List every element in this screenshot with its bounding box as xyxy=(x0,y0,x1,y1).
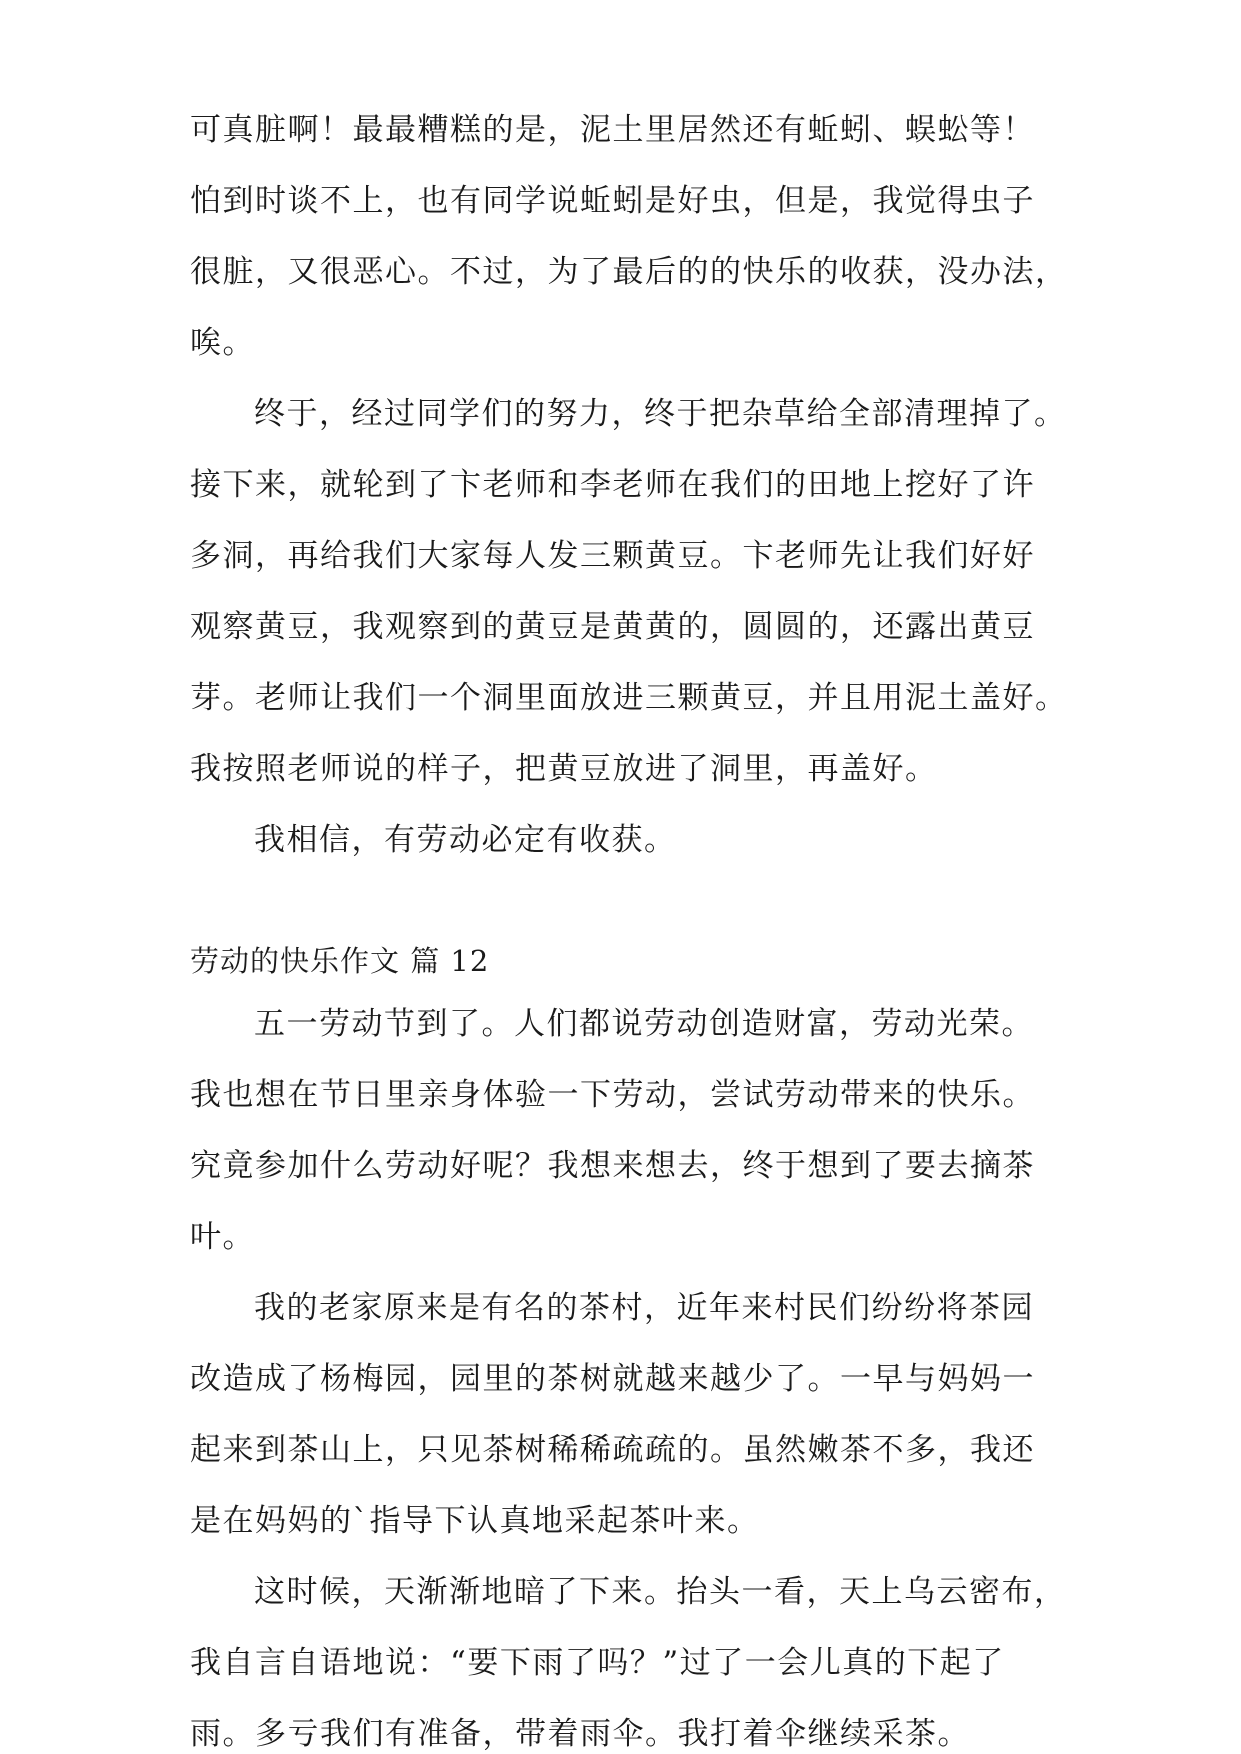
text-line: 接下来，就轮到了卞老师和李老师在我们的田地上挖好了许 xyxy=(190,467,1035,503)
section-heading: 劳动的快乐作文 篇 12 xyxy=(190,944,490,978)
text-line: 我按照老师说的样子，把黄豆放进了洞里，再盖好。 xyxy=(190,751,938,787)
text-line: 芽。老师让我们一个洞里面放进三颗黄豆，并且用泥土盖好。 xyxy=(190,680,1068,716)
text-line: 我也想在节日里亲身体验一下劳动，尝试劳动带来的快乐。 xyxy=(190,1077,1035,1113)
text-line: 终于，经过同学们的努力，终于把杂草给全部清理掉了。 xyxy=(254,396,1067,432)
text-line: 是在妈妈的`指导下认真地采起茶叶来。 xyxy=(190,1503,760,1539)
text-line: 我的老家原来是有名的茶村，近年来村民们纷纷将茶园 xyxy=(254,1290,1034,1326)
text-line: 怕到时谈不上，也有同学说蚯蚓是好虫，但是，我觉得虫子 xyxy=(190,183,1035,219)
text-line: 多洞，再给我们大家每人发三颗黄豆。卞老师先让我们好好 xyxy=(190,538,1035,574)
text-line: 五一劳动节到了。人们都说劳动创造财富，劳动光荣。 xyxy=(254,1006,1034,1042)
text-line: 很脏，又很恶心。不过，为了最后的的快乐的收获，没办法， xyxy=(190,254,1068,290)
text-line: 可真脏啊！最最糟糕的是，泥土里居然还有蚯蚓、蜈蚣等！ xyxy=(190,112,1035,148)
text-line: 这时候，天渐渐地暗了下来。抬头一看，天上乌云密布， xyxy=(254,1574,1067,1610)
text-line: 叶。 xyxy=(190,1219,255,1255)
text-line: 雨。多亏我们有准备，带着雨伞。我打着伞继续采茶。 xyxy=(190,1716,970,1752)
text-line: 究竟参加什么劳动好呢？我想来想去，终于想到了要去摘茶 xyxy=(190,1148,1035,1184)
text-line: 起来到茶山上，只见茶树稀稀疏疏的。虽然嫩茶不多，我还 xyxy=(190,1432,1035,1468)
text-line: 观察黄豆，我观察到的黄豆是黄黄的，圆圆的，还露出黄豆 xyxy=(190,609,1035,645)
text-line: 我自言自语地说：“要下雨了吗？”过了一会儿真的下起了 xyxy=(190,1645,1005,1681)
text-line: 我相信，有劳动必定有收获。 xyxy=(254,822,677,858)
text-line: 改造成了杨梅园，园里的茶树就越来越少了。一早与妈妈一 xyxy=(190,1361,1035,1397)
text-line: 唉。 xyxy=(190,325,255,361)
